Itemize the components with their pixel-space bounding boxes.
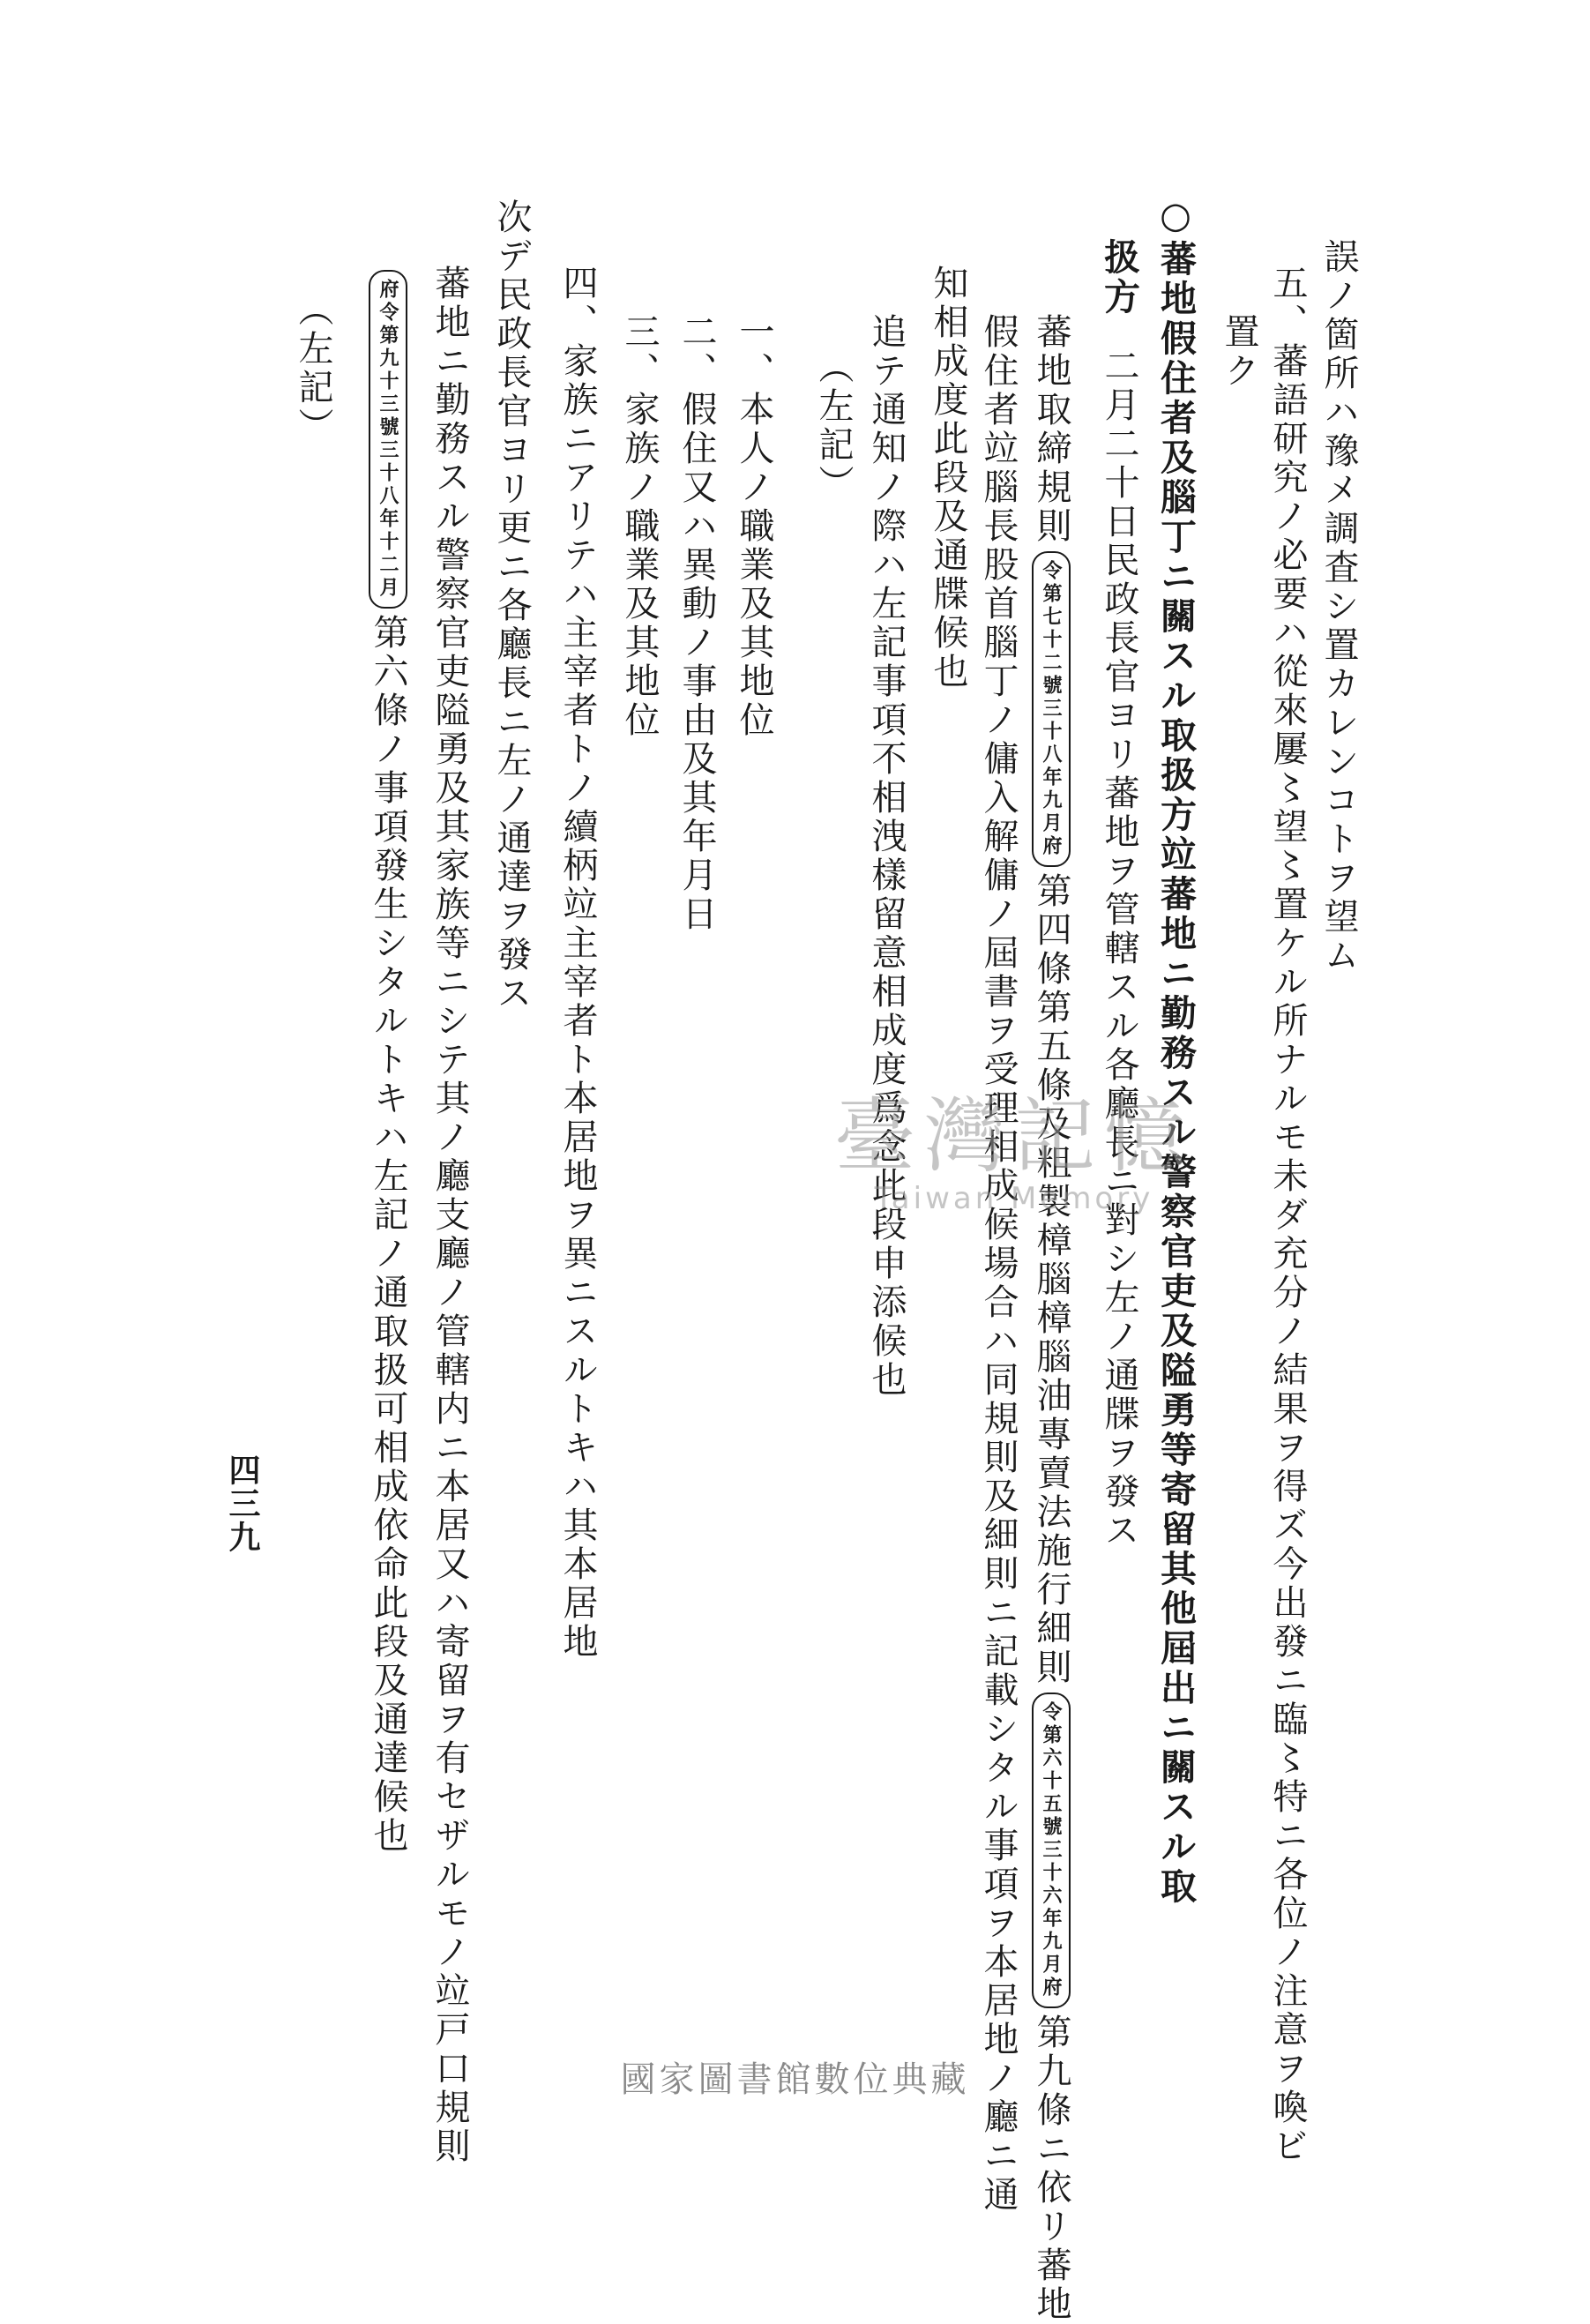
text-line-5	[1098, 238, 1140, 1551]
regulation-name: 蕃地取締規則	[1031, 313, 1071, 546]
text-line-18: （左記）	[293, 291, 333, 446]
notice-text: 第六條ノ事項發生シタルトキハ左記ノ通取扱可相成依命此段及通達候也	[368, 614, 408, 1856]
list-item-1: 一、本人ノ職業及其地位	[734, 313, 774, 740]
regulation-text: 第四條第五條及粗製樟腦樟腦油專賣法施行細則	[1031, 872, 1071, 1687]
page-number: 四三九	[224, 1453, 261, 1554]
regulation-tail: 第九條ニ依リ蕃地	[1031, 2014, 1071, 2324]
footer-caption: 國家圖書館數位典藏	[620, 2059, 970, 2100]
text-line-16: 蕃地ニ勤務スル警察官吏隘勇及其家族等ニシテ其ノ廳支廳ノ管轄内ニ本居又ハ寄留ヲ有セザルモノ竝戸口規則	[429, 265, 470, 2166]
text-line-15: 次デ民政長官ヨリ更ニ各廳長ニ左ノ通達ヲ發ス	[491, 198, 532, 1013]
text-line-6	[1032, 313, 1071, 2324]
heading-continuation: 扱方	[1098, 238, 1140, 318]
text-line-17	[369, 265, 407, 1856]
list-item-3: 三、家族ノ職業及其地位	[619, 313, 660, 740]
text-line-8: 知相成度此段及通牒候也	[928, 265, 968, 691]
watermark-title: 臺灣記憶	[833, 1089, 1194, 1184]
text-line-7: 假住者竝腦長股首腦丁ノ傭入解傭ノ屆書ヲ受理相成候場合ハ同規則及細則ニ記載シタル事項ヲ本居地ノ廳ニ通	[978, 313, 1019, 2215]
citation-note-3: 三十八年十二月 府令第九十三號	[369, 270, 407, 609]
text-line-2: 五、蕃語研究ノ必要ハ從來屢〻望〻置ケル所ナルモ未ダ充分ノ結果ヲ得ズ今出發ニ臨〻特ニ各位ノ注意ヲ喚ビ	[1267, 265, 1308, 2166]
list-item-4: 四、家族ニアリテハ主宰者トノ續柄竝主宰者ト本居地ヲ異ニスルトキハ其本居地	[557, 265, 598, 1662]
section-heading: ○蕃地假住者及腦丁ニ關スル取扱方竝蕃地ニ勤務スル警察官吏及隘勇等寄留其他屆出ニ關スル取	[1154, 194, 1197, 1907]
watermark-subtitle: Taiwan Memory	[874, 1181, 1154, 1216]
text-line-3: 置ク	[1219, 313, 1259, 391]
text-line-9: 追テ通知ノ際ハ左記事項不相洩樣留意相成度爲念此段申添候也	[866, 313, 907, 1400]
citation-note-1: 三十八年九月府 令第七十二號	[1032, 551, 1071, 867]
text-line-10: （左記）	[813, 348, 854, 504]
text-line-1: 誤ノ箇所ハ豫メ調査シ置カレンコトヲ望ム	[1318, 238, 1359, 975]
list-item-2: 二、假住又ハ異動ノ事由及其年月日	[676, 313, 717, 934]
directive-line: 二月二十日民政長官ヨリ蕃地ヲ管轄スル各廳長ニ對シ左ノ通牒ヲ發ス	[1099, 347, 1139, 1551]
citation-note-2: 三十六年九月府 令第六十五號	[1032, 1693, 1071, 2008]
